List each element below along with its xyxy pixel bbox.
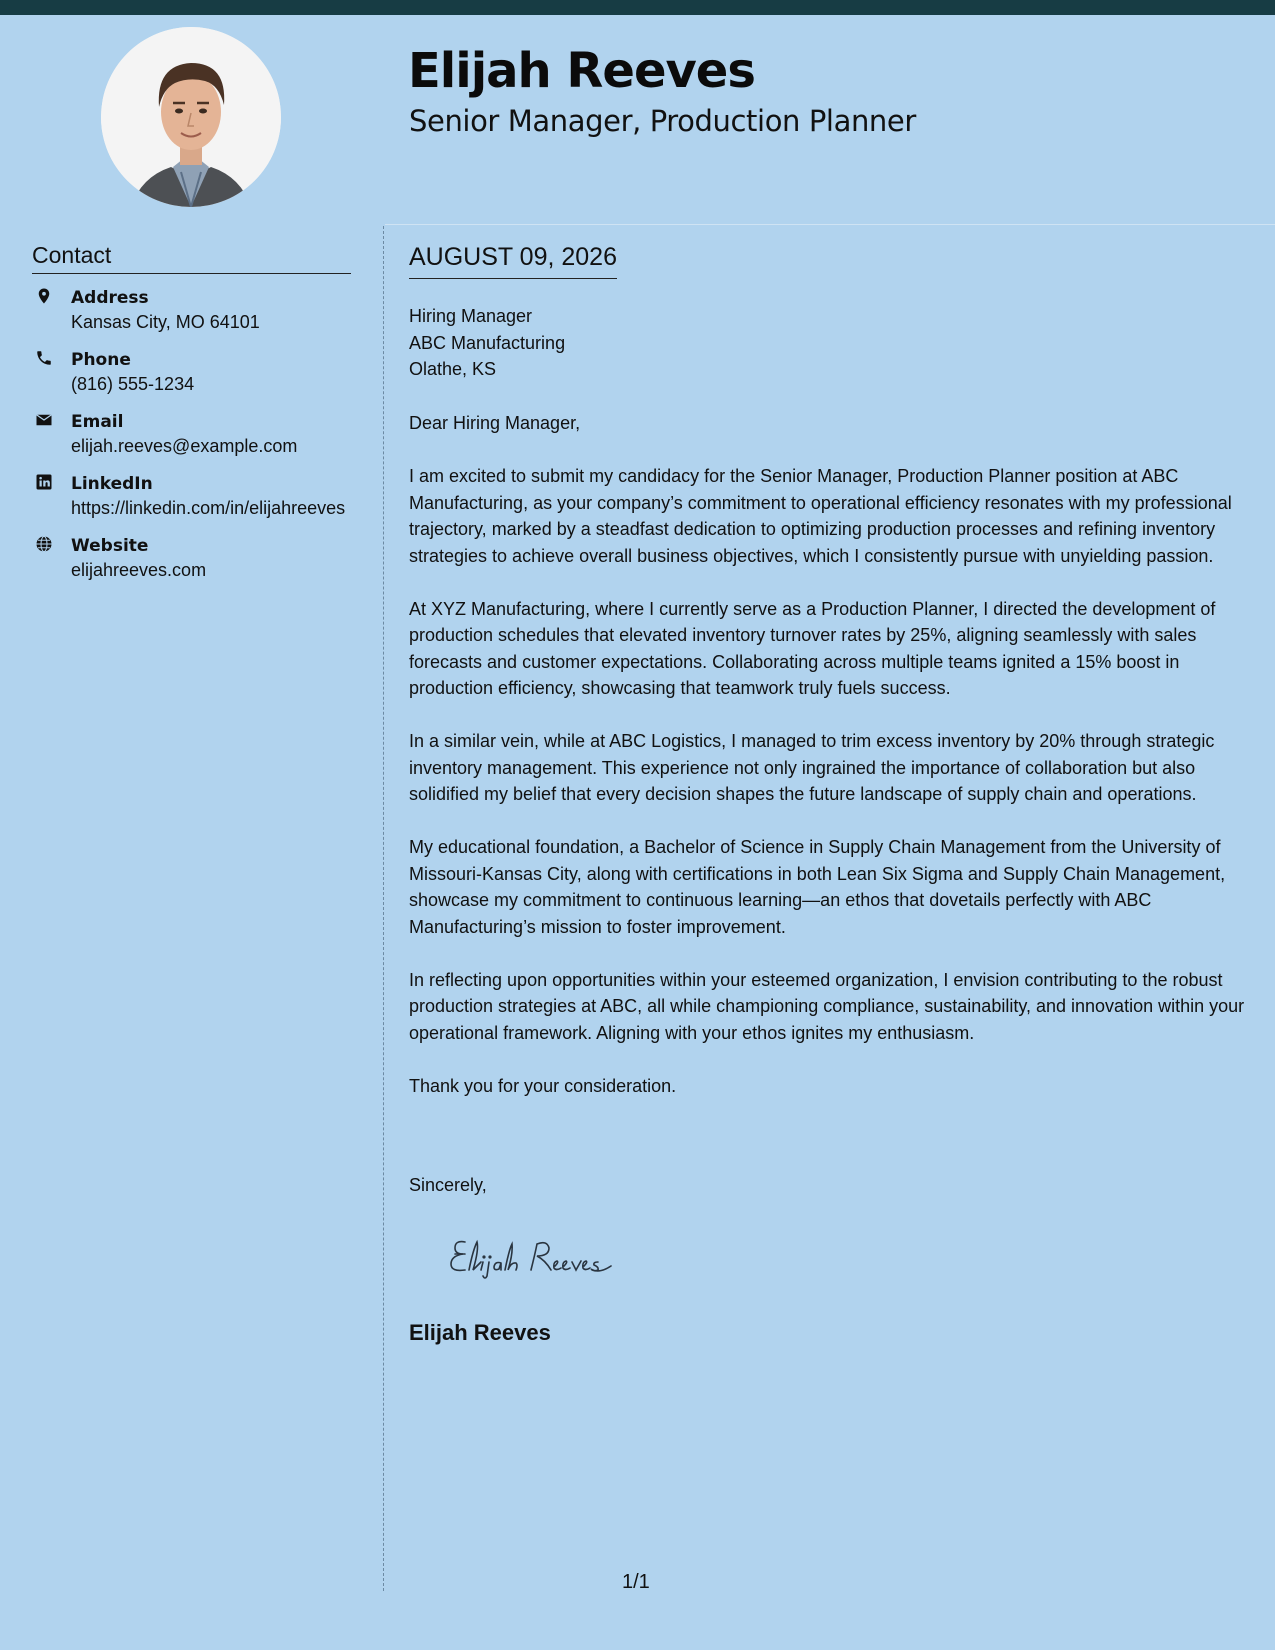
phone-icon [35, 349, 53, 367]
closing: Sincerely, [409, 1175, 487, 1195]
header-divider [385, 224, 1275, 225]
profile-photo [101, 27, 281, 207]
recipient-block [409, 303, 565, 383]
top-bar [0, 0, 1275, 15]
linkedin-icon [35, 473, 53, 491]
contact-email [32, 410, 362, 458]
globe-icon [35, 535, 53, 553]
contact-linkedin [32, 472, 362, 520]
salutation: Dear Hiring Manager, [409, 413, 581, 433]
avatar [101, 27, 281, 207]
letter-date: AUGUST 09, 2026 [409, 243, 617, 279]
letter-body [409, 410, 1254, 1126]
envelope-icon [35, 411, 53, 429]
candidate-name: Elijah Reeves [408, 43, 755, 99]
contact-list [32, 286, 362, 596]
job-title: Senior Manager, Production Planner [409, 104, 916, 138]
contact-label: Email [71, 412, 124, 432]
paragraph: In reflecting upon opportunities within your esteemed organization, I envision contributing to the robust production strategies at ABC, all while championing compliance, sustainability, and innovation within your operational framework. Aligning with your ethos ignites my enthusiasm. [409, 969, 1245, 1043]
contact-label: LinkedIn [71, 474, 153, 494]
contact-value[interactable]: https://linkedin.com/in/elijahreeves [71, 498, 346, 518]
paragraph: My educational foundation, a Bachelor of Science in Supply Chain Management from the University of Missouri-Kansas City, along with certifications in both Lean Six Sigma and Supply Chain Management, showcase my commitment to continuous learning—an ethos that dovetails perfectly with ABC Manufacturing’s mission to foster improvement. [409, 837, 1226, 937]
contact-website [32, 534, 362, 582]
paragraph: I am excited to submit my candidacy for the Senior Manager, Production Planner position at ABC Manufacturing, as your company’s commitment to operational efficiency resonates with my professional trajectory, marked by a steadfast dedication to optimizing production processes and refining inventory strategies to achieve overall business objectives, which I consistently pursue with unyielding passion. [409, 466, 1232, 566]
contact-heading: Contact [32, 242, 351, 274]
contact-value[interactable]: elijah.reeves@example.com [71, 436, 298, 456]
recipient-name: Hiring Manager [409, 306, 533, 326]
contact-label: Address [71, 288, 149, 308]
recipient-company: ABC Manufacturing [409, 332, 566, 353]
page-number: 1/1 [622, 1571, 650, 1593]
contact-phone [32, 348, 362, 396]
signature-image [443, 1230, 643, 1280]
location-pin-icon [35, 287, 53, 305]
contact-value: Kansas City, MO 64101 [71, 312, 260, 332]
signer-name: Elijah Reeves [409, 1320, 551, 1345]
paragraph: At XYZ Manufacturing, where I currently serve as a Production Planner, I directed the development of production schedules that elevated inventory turnover rates by 25%, aligning seamlessly with sales forecasts and customer expectations. Collaborating across multiple teams ignited a 15% boost in production efficiency, showcasing that teamwork truly fuels success. [409, 598, 1216, 698]
contact-label: Phone [71, 350, 131, 370]
column-divider [383, 226, 384, 1591]
paragraph: Thank you for your consideration. [409, 1075, 677, 1096]
contact-label: Website [71, 536, 149, 556]
contact-value[interactable]: elijahreeves.com [71, 560, 207, 580]
recipient-location: Olathe, KS [409, 359, 497, 379]
paragraph: In a similar vein, while at ABC Logistics, I managed to trim excess inventory by 20% through strategic inventory management. This experience not only ingrained the importance of collaboration but also solidified my belief that every decision shapes the future landscape of supply chain and operations. [409, 731, 1215, 804]
contact-value: (816) 555-1234 [71, 374, 195, 394]
contact-address [32, 286, 362, 334]
